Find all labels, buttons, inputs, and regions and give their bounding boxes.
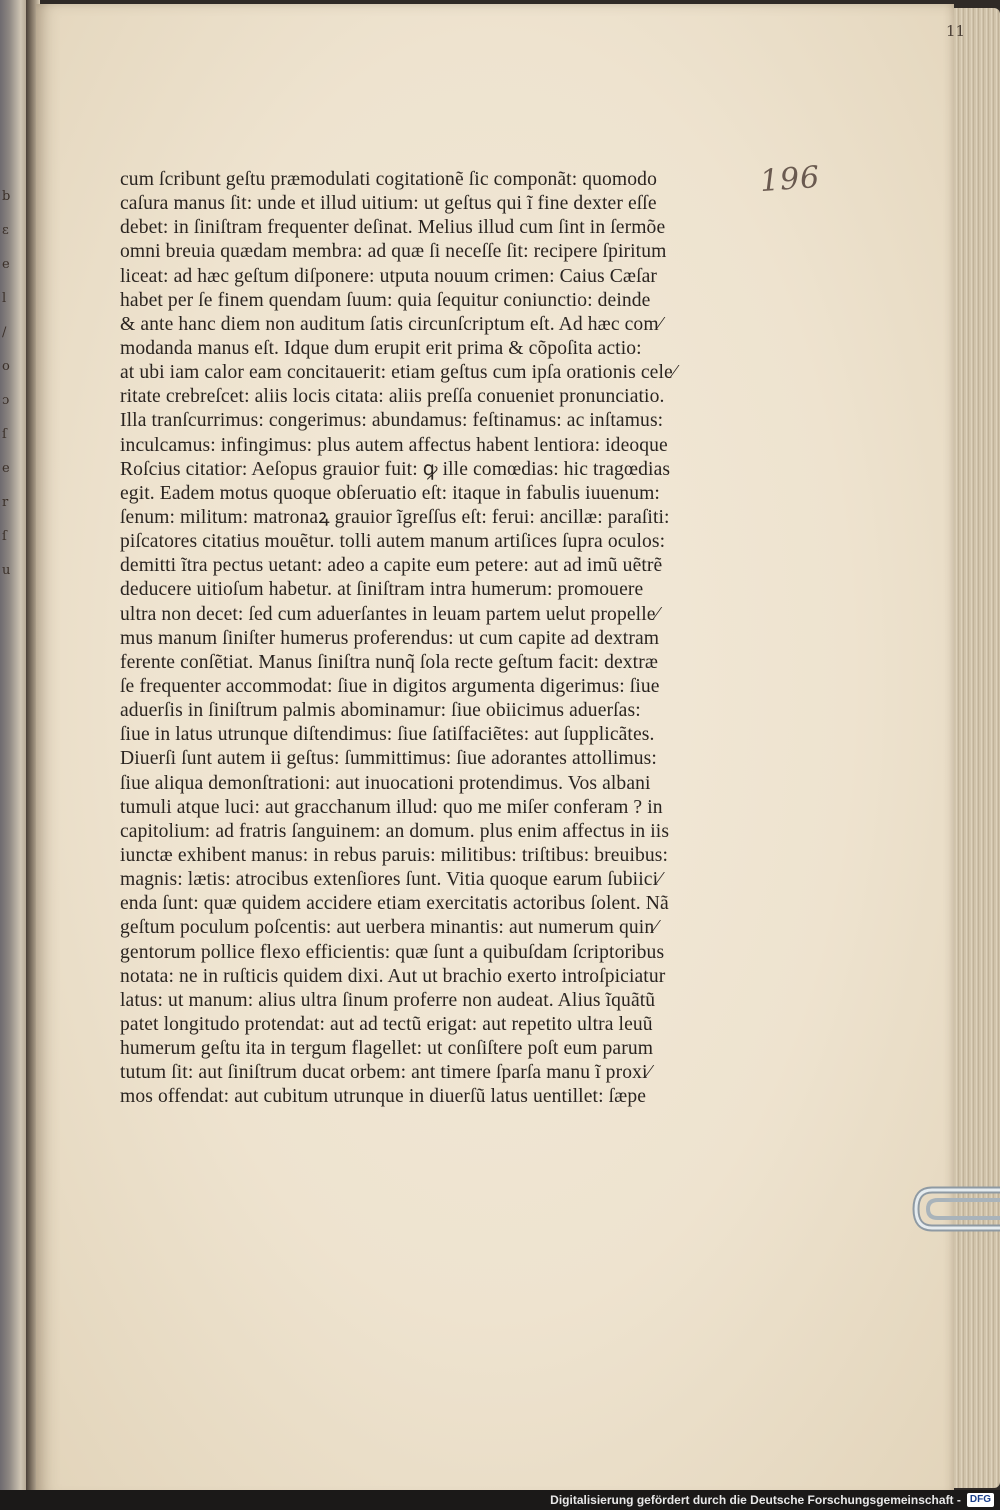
- text-line: aduerſis in ſiniſtrum palmis abominamur: ſiue obiicimus aduerſas:: [120, 700, 641, 722]
- text-line: mos offendat: aut cubitum utrunque in diuerſũ latus uentillet: ſæpe: [120, 1086, 647, 1108]
- text-line: ritate crebreſcet: aliis locis citata: aliis preſſa conueniet pronunciatio.: [120, 386, 665, 408]
- text-line: geſtum poculum poſcentis: aut uerbera minantis: aut numerum quin⁄: [120, 917, 658, 939]
- text-line: latus: ut manum: alius ultra ſinum proferre non audeat. Alius ĩquãtũ: [120, 989, 656, 1011]
- text-line: inculcamus: infingimus: plus autem affectus habent lentiora: ideoque: [120, 434, 668, 456]
- facing-page-marks: b ɛ e l / o ɔ ſ e r ſ u: [2, 189, 11, 578]
- text-line: ſe frequenter accommodat: ſiue in digitos argumenta digerimus: ſiue: [120, 675, 660, 697]
- text-line: ultra non decet: ſed cum aduerſantes in leuam partem uelut propelle⁄: [120, 603, 659, 625]
- folio-mark: 11: [946, 22, 966, 40]
- text-line: demitti ĩtra pectus uetant: adeo a capite eum petere: aut ad imũ uẽtrẽ: [120, 555, 663, 577]
- text-line: gentorum pollice flexo efficientis: quæ ſunt a quibuſdam ſcriptoribus: [120, 941, 665, 963]
- text-line: magnis: lætis: atrocibus extenſiores ſunt. Vitia quoque earum ſubiici⁄: [120, 869, 662, 891]
- text-line: humerum geſtu ita in tergum flagellet: ut conſiſtere poſt eum parum: [120, 1038, 654, 1060]
- text-line: Diuerſi ſunt autem ii geſtus: ſummittimus: ſiue adorantes attollimus:: [120, 748, 657, 770]
- text-line: Roſcius citatior: Aeſopus grauior fuit: ꝙ ille comœdias: hic tragœdias: [120, 458, 671, 480]
- footer-bar: [0, 1490, 1000, 1510]
- text-line: enda ſunt: quæ quidem accidere etiam exercitatis actoribus ſolent. Nã: [120, 893, 669, 915]
- paper-clip-icon: [906, 1180, 1000, 1238]
- text-line: liceat: ad hæc geſtum diſponere: utputa nouum crimen: Caius Cæſar: [120, 265, 658, 287]
- text-block: [120, 168, 720, 1109]
- handwritten-page-number: 196: [758, 159, 822, 200]
- text-line: egit. Eadem motus quoque obſeruatio eſt: itaque in fabulis iuuenum:: [120, 482, 660, 504]
- text-line: ſenum: militum: matronaꝝ grauior ĩgreſſus eſt: ferui: ancillæ: paraſiti:: [120, 506, 670, 528]
- text-line: tutum ſit: aut ſiniſtrum ducat orbem: ant timere ſparſa manu ĩ proxi⁄: [120, 1062, 651, 1084]
- text-line: iunctæ exhibent manus: in rebus paruis: militibus: triſtibus: breuibus:: [120, 844, 669, 866]
- text-line: capitolium: ad fratris ſanguinem: an domum. plus enim affectus in iis: [120, 820, 670, 842]
- text-line: habet per ſe finem quendam ſuum: quia ſequitur coniunctio: deinde: [120, 289, 651, 311]
- text-line: deducere uitioſum habetur. at ſiniſtram intra humerum: promouere: [120, 579, 644, 601]
- text-line: debet: in ſiniſtram frequenter deſinat. Melius illud cum ſint in ſermõe: [120, 217, 666, 239]
- footer-credit: Digitalisierung gefördert durch die Deutsche Forschungsgemeinschaft -: [550, 1493, 961, 1507]
- text-line: piſcatores citatius mouẽtur. tolli autem manum artiſices ſupra oculos:: [120, 531, 666, 553]
- text-line: & ante hanc diem non auditum ſatis circunſcriptum eſt. Ad hæc com⁄: [120, 313, 663, 335]
- text-line: caſura manus ſit: unde et illud uitium: ut geſtus qui ĩ fine dexter eſſe: [120, 193, 657, 215]
- text-line: tumuli atque luci: aut gracchanum illud: quo me miſer conferam ? in: [120, 796, 663, 818]
- text-line: ſiue in latus utrunque diſtendimus: ſiue ſatiſfaciẽtes: aut ſupplicãtes.: [120, 724, 655, 746]
- text-line: notata: ne in ruſticis quidem dixi. Aut ut brachio exerto introſpiciatur: [120, 965, 666, 987]
- text-line: modanda manus eſt. Idque dum erupit erit prima & cõpoſita actio:: [120, 337, 642, 359]
- dfg-logo: DFG: [967, 1493, 994, 1507]
- text-line: mus manum ſiniſter humerus proferendus: ut cum capite ad dextram: [120, 627, 660, 649]
- text-line: ferente conſẽtiat. Manus ſiniſtra nunq̃ ſola recte geſtum facit: dextræ: [120, 651, 659, 673]
- text-line: omni breuia quædam membra: ad quæ ſi neceſſe ſit: recipere ſpiritum: [120, 241, 667, 263]
- text-line: at ubi iam calor eam concitauerit: etiam geſtus cum ipſa orationis cele⁄: [120, 362, 677, 384]
- facing-page-edge: [0, 0, 26, 1500]
- text-line: cum ſcribunt geſtu præmodulati cogitationẽ ſic componãt: quomodo: [120, 169, 657, 190]
- text-line: patet longitudo protendat: aut ad tectũ erigat: aut repetito ultra leuũ: [120, 1013, 653, 1035]
- text-line: ſiue aliqua demonſtrationi: aut inuocationi protendimus. Vos albani: [120, 772, 651, 794]
- text-line: Illa tranſcurrimus: congerimus: abundamus: feſtinamus: ac inſtamus:: [120, 410, 664, 432]
